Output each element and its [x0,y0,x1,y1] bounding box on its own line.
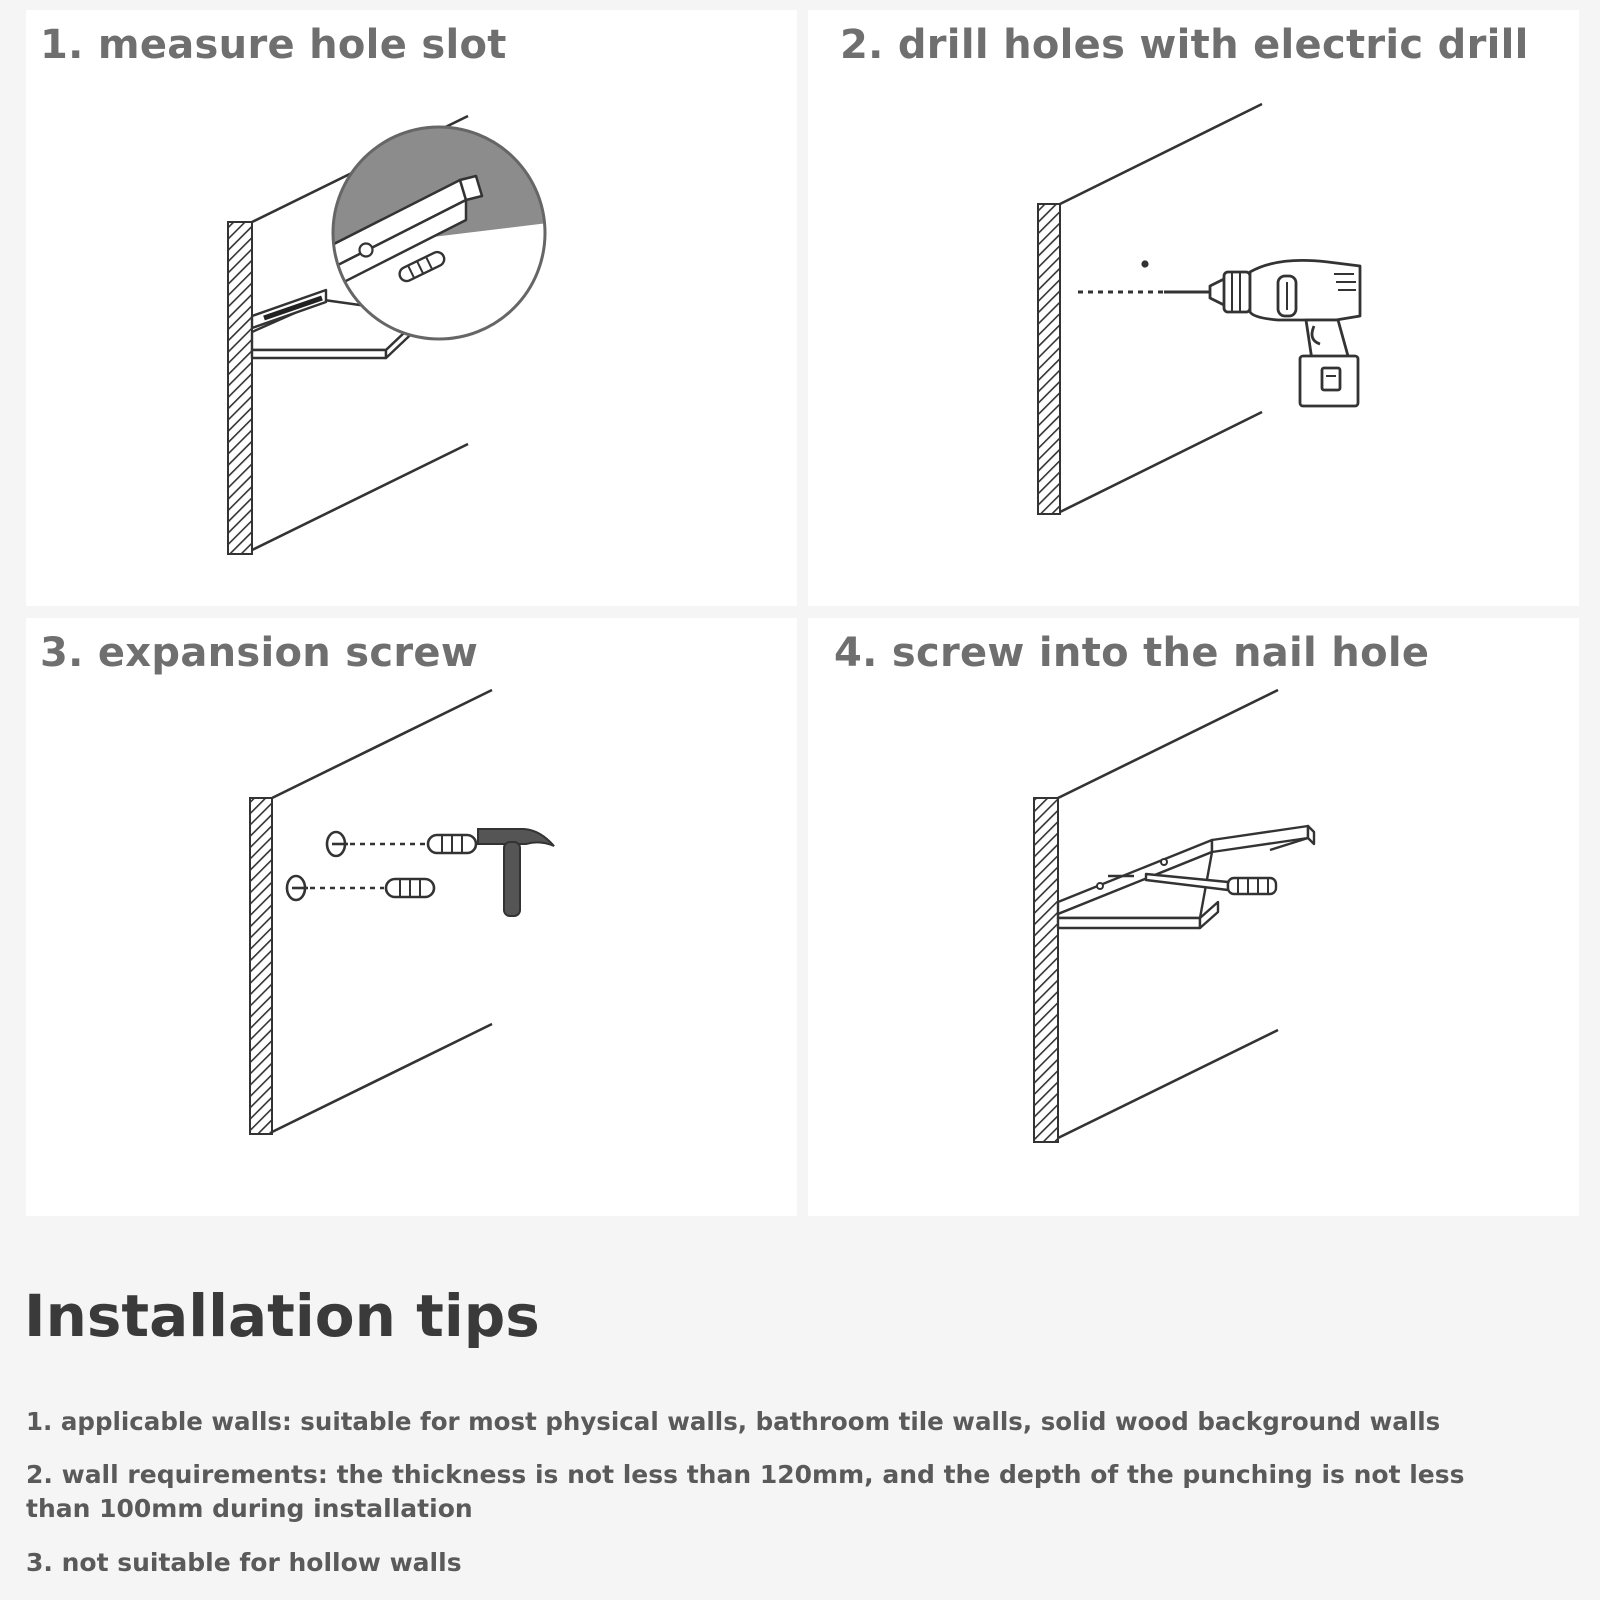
tip-2: 2. wall requirements: the thickness is not less than 120mm, and the depth of the punching is not less than 100mm during installation [26,1460,1465,1523]
step-1-title: 1. measure hole slot [40,22,507,68]
step-2-title: 2. drill holes with electric drill [840,22,1529,68]
screw-into-nail-hole-illustration [808,618,1579,1216]
step-3-panel [26,618,797,1216]
step-4-panel [808,618,1579,1216]
step-2-panel [808,10,1579,606]
wall [250,690,492,1134]
expansion-screw-illustration [26,618,797,1216]
drill-holes-illustration [808,10,1579,606]
lower-expansion-plug-icon [287,876,434,900]
hammer-icon [478,829,554,916]
tip-3: 3. not suitable for hollow walls [26,1548,462,1577]
drill-mark [1141,260,1148,267]
step-3-title: 3. expansion screw [40,630,479,676]
installation-tips-heading: Installation tips [24,1282,540,1350]
upper-expansion-plug-icon [327,832,476,856]
measure-hole-slot-illustration [26,10,797,606]
step-1-panel [26,10,797,606]
tip-1: 1. applicable walls: suitable for most physical walls, bathroom tile walls, solid wood background walls [26,1407,1441,1436]
step-4-title: 4. screw into the nail hole [834,630,1430,676]
electric-drill-icon [1164,260,1360,406]
